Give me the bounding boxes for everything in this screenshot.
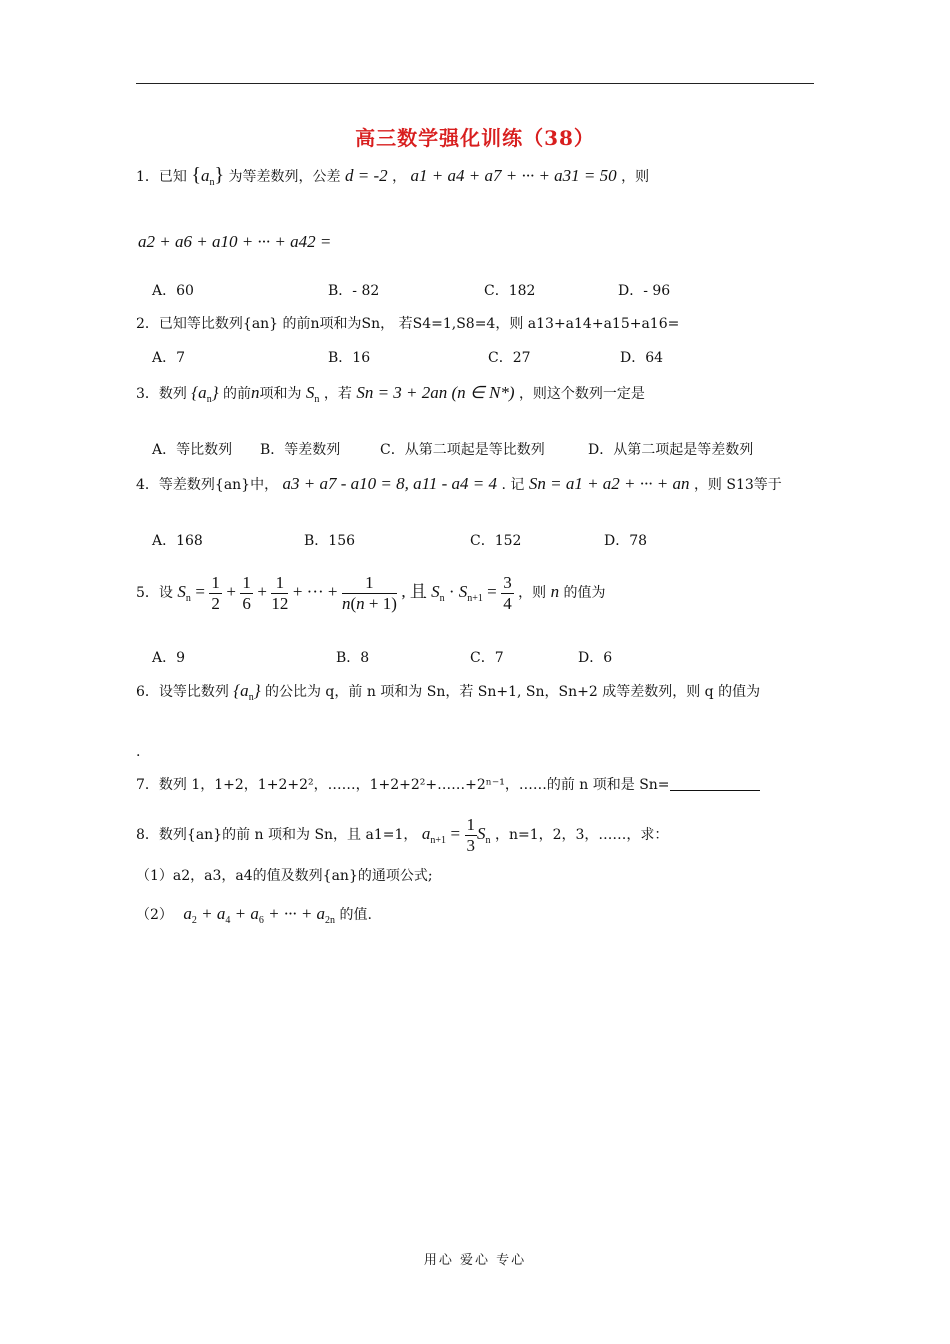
q5-option-b: B．8 [336, 650, 370, 666]
q4-formula2: Sn = a1 + a2 + ··· + an [528, 474, 690, 493]
q3-option-d: D．从第二项起是等差数列 [588, 442, 754, 458]
q1-option-a: A．60 [152, 283, 194, 299]
q2-stem: 2．已知等比数列{an} 的前n项和为Sn， 若S4=1,S8=4，则 a13+a14+a15+a16= [136, 316, 680, 332]
q1-stem: 1．已知 $\{a_n\}$ 为等差数列，公差 d = -2 ， a1 + a4 + a7 + ··· + a31 = 50 ，则 [136, 164, 650, 188]
q3-formula: Sn = 3 + 2an (n ∈ N*) [356, 383, 515, 402]
q6-stem: 6．设等比数列 $\{a_n\}$ 的公比为 q，前 n 项和为 Sn，若 Sn+1, Sn，Sn+2 成等差数列，则 q 的值为 [136, 681, 761, 703]
q8-part1: （1）a2，a3，a4的值及数列{an}的通项公式; [136, 868, 433, 884]
q4-option-b: B．156 [304, 533, 356, 549]
q4-formula: a3 + a7 - a10 = 8, a11 - a4 = 4 [282, 474, 498, 493]
q1-option-b: B．- 82 [328, 283, 380, 299]
q2-option-b: B．16 [328, 350, 371, 366]
q3-stem: 3．数列 $\{a_n\}$ 的前n项和为 $S_n$ ，若 Sn = 3 + 2an (n ∈ N*) ，则这个数列一定是 [136, 383, 645, 405]
page-title: 高三数学强化训练（38） [355, 126, 595, 150]
q6-trailing-dot: . [136, 744, 141, 760]
q7-stem: 7．数列 1，1+2，1+2+2²，……，1+2+2²+……+2ⁿ⁻¹，……的前 n 项和是 Sn= [136, 775, 760, 795]
q2-option-d: D．64 [620, 350, 664, 366]
q8-part2: （2） $a_2 + a_4 + a_6$ + ··· + $a_{2n}$ 的值. [136, 904, 372, 926]
q5-option-d: D．6 [578, 650, 613, 666]
q1-cond2: a1 + a4 + a7 + ··· + a31 = 50 [410, 166, 617, 185]
page-footer: 用心 爱心 专心 [423, 1253, 527, 1268]
q1-cond1: d = -2 [345, 166, 388, 185]
q1-expression: a2 + a6 + a10 + ··· + a42 = [138, 232, 332, 251]
q4-option-c: C．152 [470, 533, 522, 549]
q4-option-d: D．78 [604, 533, 648, 549]
q5-stem: 5．设 $S_n$ = $\frac{1}{2}$ + $\frac{1}{6}$ + $\frac{1}{12}$ + ··· + $\frac{1}{n(n + 1)}$ , 且 $S_n \cdot S_{n+1}$ = $\frac{3}{4}$ ，则 n 的值为 [136, 572, 606, 613]
q8-stem: 8．数列{an}的前 n 项和为 Sn，且 a1=1， $a_{n+1}$ = $\frac{1}{3}$ $S_n$ ，n=1，2，3，……，求： [136, 814, 669, 855]
q3-option-a: A．等比数列 [152, 442, 233, 458]
q5-option-a: A．9 [152, 650, 186, 666]
q2-option-c: C．27 [488, 350, 531, 366]
q5-option-c: C．7 [470, 650, 504, 666]
q2-option-a: A．7 [152, 350, 186, 366]
q1-option-d: D．- 96 [618, 283, 671, 299]
q3-option-c: C．从第二项起是等比数列 [380, 442, 545, 458]
q1-option-c: C．182 [484, 283, 536, 299]
q4-option-a: A．168 [152, 533, 203, 549]
q3-option-b: B．等差数列 [260, 442, 341, 458]
header-rule [136, 83, 814, 84]
q4-stem: 4．等差数列{an}中， a3 + a7 - a10 = 8, a11 - a4 = 4 . 记 Sn = a1 + a2 + ··· + an ，则 S13等于 [136, 474, 782, 493]
answer-blank[interactable] [670, 776, 760, 791]
